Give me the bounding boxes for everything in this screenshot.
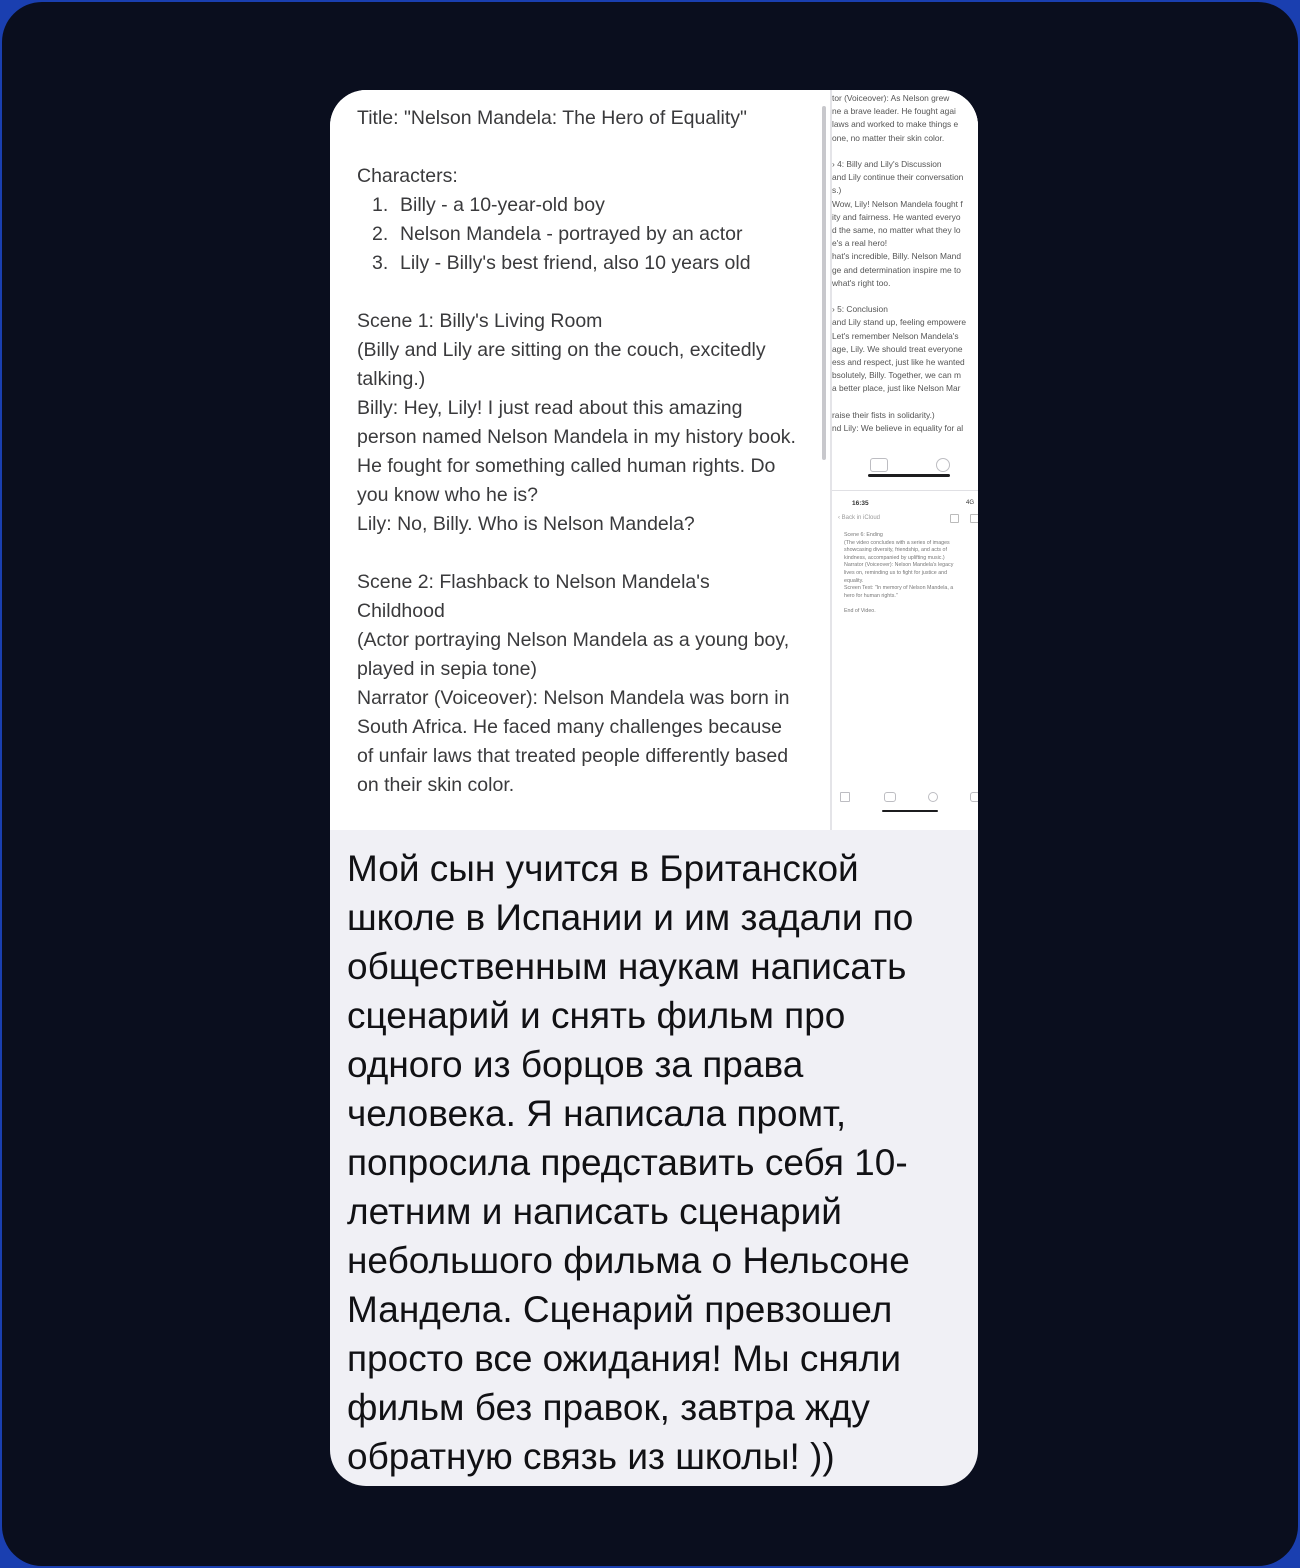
back-link[interactable]: ‹ Back in iCloud (838, 515, 881, 521)
scene2-direction: (Actor portraying Nelson Mandela as a young boy, played in sepia tone) (357, 629, 790, 680)
characters-list (357, 191, 797, 278)
script-document (357, 104, 797, 800)
camera-icon[interactable] (884, 792, 896, 802)
home-indicator (882, 810, 938, 812)
compose-icon[interactable] (970, 792, 978, 802)
list-item: 2. Nelson Mandela - portrayed by an actor (372, 223, 743, 245)
scene1-lily-line: Lily: No, Billy. Who is Nelson Mandela? (357, 513, 695, 535)
phone-preview (832, 490, 978, 830)
scene1-direction: (Billy and Lily are sitting on the couch, excitedly talking.) (357, 339, 766, 390)
side-toolbar (832, 450, 978, 472)
post-frame (2, 2, 1298, 1566)
post-caption: Мой сын учится в Британской школе в Испании и им задали по общественным наукам написать сценарий и снять фильм про одного из борцов за права человека. Я написала промт, попросила представить себя 10-летним и написать сценарий небольшого фильма о Нельсоне Мандела. Сценарий превзошел просто все ожидания! Мы сняли фильм без правок, завтра жду обратную связь из школы! )) (347, 848, 914, 1477)
screenshot-image (330, 90, 978, 830)
characters-heading: Characters: (357, 165, 458, 187)
status-signal: 4G (965, 500, 974, 506)
checklist-icon[interactable] (840, 792, 850, 802)
scene1-heading: Scene 1: Billy's Living Room (357, 310, 603, 332)
scrollbar[interactable] (822, 106, 826, 460)
side-page (832, 90, 978, 830)
script-title: Title: "Nelson Mandela: The Hero of Equality" (357, 107, 747, 129)
more-icon[interactable] (970, 514, 978, 523)
side-page-text: tor (Voiceover): As Nelson grew ne a brave leader. He fought agai laws and worked to make things e one, no matter their skin color. › 4: Billy and Lily's Discussion and Lily continue their conversation s.) Wow, Lily! Nelson Mandela fought f ity and fairness. He wanted everyo d the same, no matter what they lo e's a real hero! hat's incredible, Billy. Nelson Mand ge and determination inspire me to what's right too. › 5: Conclusion and Lily stand up, feeling empowere Let's remember Nelson Mandela's age, Lily. We should treat everyone ess and respect, just like he wanted bsolutely, Billy. Together, we can m a better place, just like Nelson Mar raise their fists in solidarity.) nd Lily: We believe in equality for al (832, 93, 967, 434)
scene2-heading: Scene 2: Flashback to Nelson Mandela's Childhood (357, 571, 710, 622)
scene2-narrator-line: Narrator (Voiceover): Nelson Mandela was born in South Africa. He faced many challenges because of unfair laws that treated people differently based on their skin color. (357, 687, 790, 796)
status-time: 16:35 (852, 500, 869, 507)
scene1-billy-line: Billy: Hey, Lily! I just read about this amazing person named Nelson Mandela in my history book. He fought for something called human rights. Do you know who he is? (357, 397, 796, 506)
list-item: 3. Lily - Billy's best friend, also 10 years old (372, 252, 751, 274)
markup-icon[interactable] (936, 458, 950, 472)
post-card (330, 90, 978, 1486)
camera-icon[interactable] (870, 458, 888, 472)
share-icon[interactable] (950, 514, 959, 523)
markup-icon[interactable] (928, 792, 938, 802)
list-item: 1. Billy - a 10-year-old boy (372, 194, 605, 216)
phone-note-text: Scene 6: Ending (The video concludes with a series of images showcasing diversity, friendship, and acts of kindness, accompanied by uplifting music.) Narrator (Voiceover): Nelson Mandela's legacy lives on, reminding us to fight for justice and equality. Screen Text: "In memory of Nelson Mandela, a hero for human rights." End of Video. (844, 532, 954, 614)
home-indicator (868, 474, 950, 477)
